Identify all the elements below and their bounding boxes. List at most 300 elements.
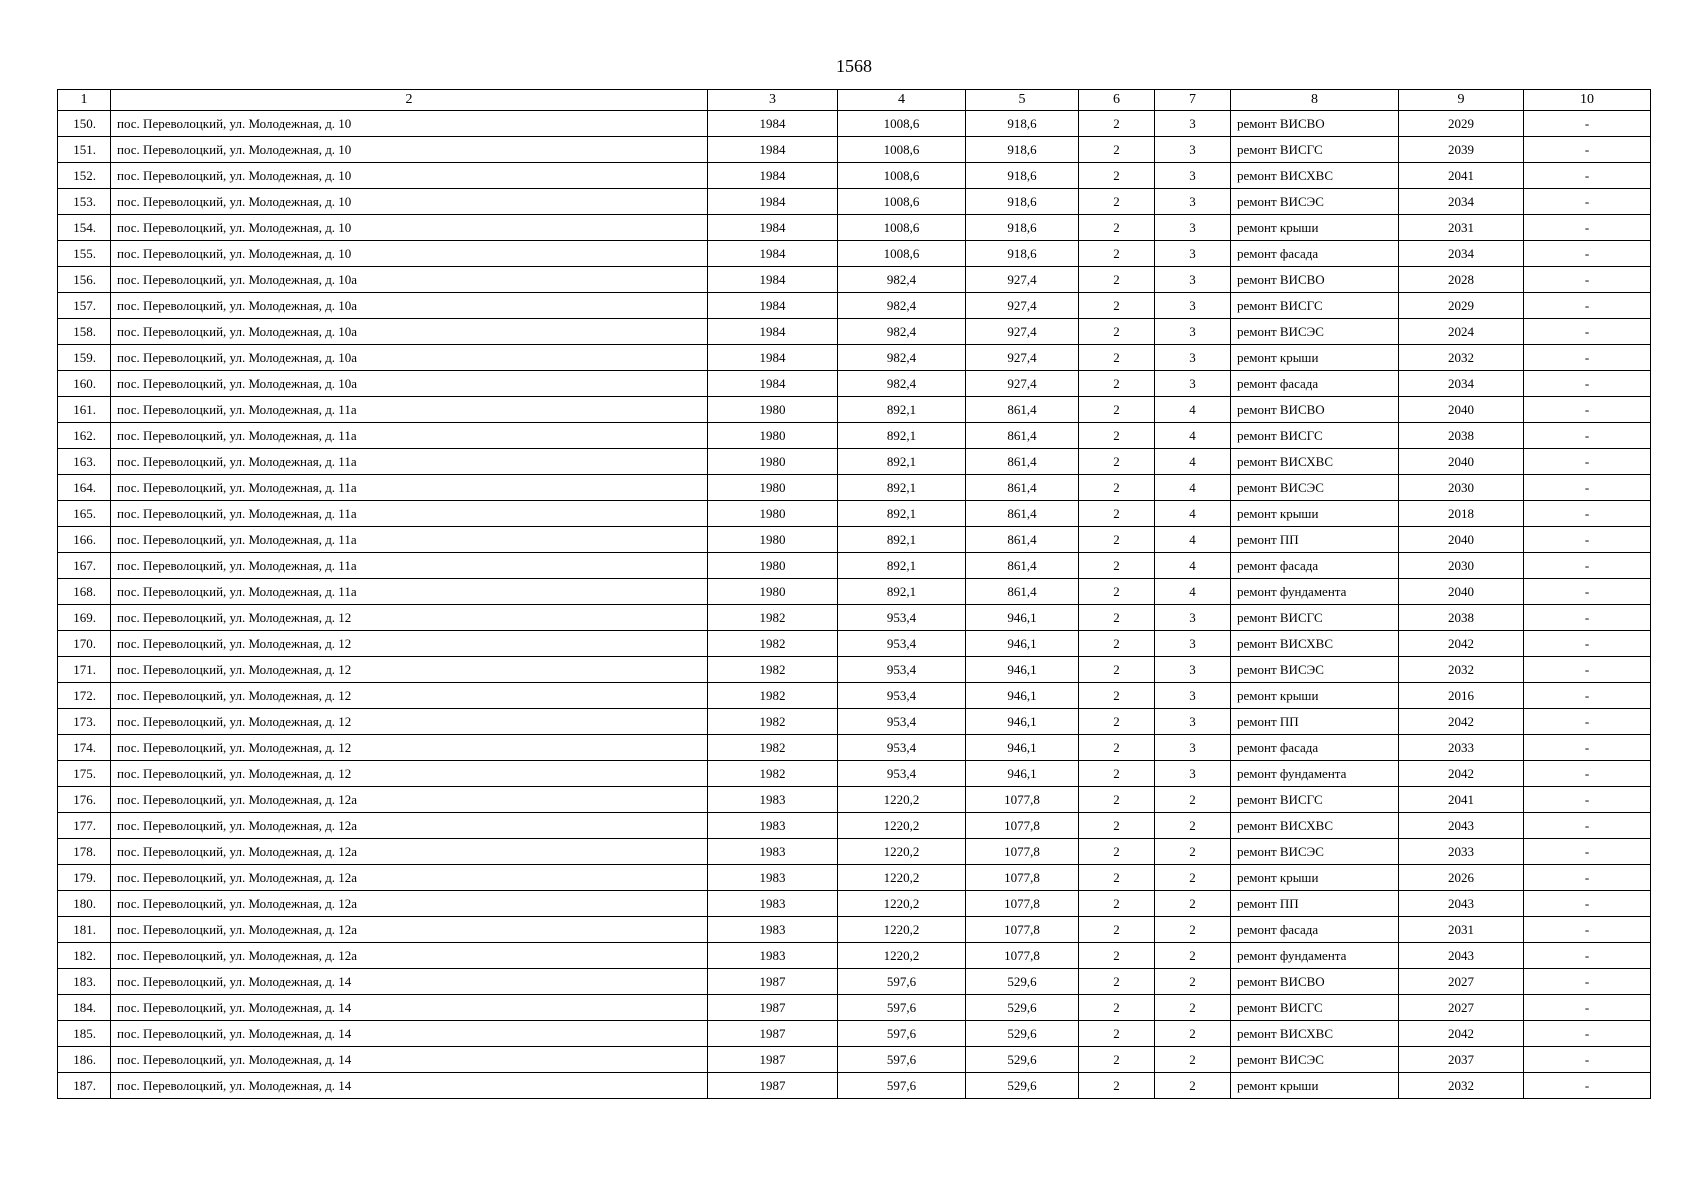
table-row (58, 683, 1651, 709)
table-row (58, 813, 1651, 839)
work-type-cell: ремонт фундамента (1231, 761, 1399, 787)
col-7-cell: 3 (1155, 709, 1231, 735)
col-6-cell: 2 (1079, 215, 1155, 241)
note-cell: - (1524, 293, 1651, 319)
total-area-cell: 892,1 (838, 449, 966, 475)
col-6-cell: 2 (1079, 267, 1155, 293)
col-7-cell: 3 (1155, 345, 1231, 371)
col-7-cell: 3 (1155, 137, 1231, 163)
work-type-cell: ремонт ВИСВО (1231, 267, 1399, 293)
planned-year-cell: 2043 (1399, 943, 1524, 969)
row-number-cell: 159. (58, 345, 111, 371)
address-cell: пос. Переволоцкий, ул. Молодежная, д. 12 (111, 683, 708, 709)
col-header-3: 3 (708, 90, 838, 111)
col-6-cell: 2 (1079, 891, 1155, 917)
table-row (58, 969, 1651, 995)
total-area-cell: 1008,6 (838, 163, 966, 189)
col-7-cell: 3 (1155, 163, 1231, 189)
residential-area-cell: 529,6 (966, 1047, 1079, 1073)
residential-area-cell: 927,4 (966, 267, 1079, 293)
note-cell: - (1524, 735, 1651, 761)
planned-year-cell: 2042 (1399, 631, 1524, 657)
col-7-cell: 4 (1155, 397, 1231, 423)
col-7-cell: 4 (1155, 527, 1231, 553)
col-6-cell: 2 (1079, 579, 1155, 605)
planned-year-cell: 2042 (1399, 709, 1524, 735)
row-number-cell: 162. (58, 423, 111, 449)
table-row (58, 111, 1651, 137)
year-built-cell: 1987 (708, 1021, 838, 1047)
work-type-cell: ремонт крыши (1231, 345, 1399, 371)
note-cell: - (1524, 917, 1651, 943)
year-built-cell: 1983 (708, 813, 838, 839)
year-built-cell: 1980 (708, 501, 838, 527)
total-area-cell: 892,1 (838, 475, 966, 501)
col-7-cell: 3 (1155, 319, 1231, 345)
year-built-cell: 1984 (708, 319, 838, 345)
table-row (58, 1021, 1651, 1047)
col-7-cell: 3 (1155, 761, 1231, 787)
col-6-cell: 2 (1079, 761, 1155, 787)
col-6-cell: 2 (1079, 787, 1155, 813)
total-area-cell: 892,1 (838, 527, 966, 553)
col-header-8: 8 (1231, 90, 1399, 111)
col-7-cell: 3 (1155, 605, 1231, 631)
residential-area-cell: 918,6 (966, 241, 1079, 267)
residential-area-cell: 861,4 (966, 579, 1079, 605)
col-6-cell: 2 (1079, 917, 1155, 943)
work-type-cell: ремонт крыши (1231, 215, 1399, 241)
col-6-cell: 2 (1079, 605, 1155, 631)
planned-year-cell: 2040 (1399, 397, 1524, 423)
planned-year-cell: 2030 (1399, 475, 1524, 501)
residential-area-cell: 918,6 (966, 137, 1079, 163)
address-cell: пос. Переволоцкий, ул. Молодежная, д. 12а (111, 865, 708, 891)
work-type-cell: ремонт ВИСГС (1231, 605, 1399, 631)
address-cell: пос. Переволоцкий, ул. Молодежная, д. 12а (111, 787, 708, 813)
col-6-cell: 2 (1079, 995, 1155, 1021)
work-type-cell: ремонт ВИСХВС (1231, 1021, 1399, 1047)
work-type-cell: ремонт ВИСХВС (1231, 813, 1399, 839)
year-built-cell: 1983 (708, 839, 838, 865)
address-cell: пос. Переволоцкий, ул. Молодежная, д. 12 (111, 657, 708, 683)
row-number-cell: 182. (58, 943, 111, 969)
work-type-cell: ремонт ВИСГС (1231, 293, 1399, 319)
table-row (58, 735, 1651, 761)
address-cell: пос. Переволоцкий, ул. Молодежная, д. 10 (111, 137, 708, 163)
work-type-cell: ремонт ВИСЭС (1231, 839, 1399, 865)
table-row (58, 787, 1651, 813)
col-7-cell: 2 (1155, 995, 1231, 1021)
planned-year-cell: 2031 (1399, 917, 1524, 943)
row-number-cell: 174. (58, 735, 111, 761)
note-cell: - (1524, 787, 1651, 813)
table-row (58, 475, 1651, 501)
note-cell: - (1524, 215, 1651, 241)
table-row (58, 1047, 1651, 1073)
planned-year-cell: 2040 (1399, 579, 1524, 605)
note-cell: - (1524, 1047, 1651, 1073)
address-cell: пос. Переволоцкий, ул. Молодежная, д. 10 (111, 111, 708, 137)
work-type-cell: ремонт фундамента (1231, 943, 1399, 969)
table-body (58, 111, 1651, 1099)
year-built-cell: 1982 (708, 657, 838, 683)
planned-year-cell: 2026 (1399, 865, 1524, 891)
residential-area-cell: 1077,8 (966, 865, 1079, 891)
note-cell: - (1524, 553, 1651, 579)
table-row (58, 293, 1651, 319)
row-number-cell: 177. (58, 813, 111, 839)
col-6-cell: 2 (1079, 397, 1155, 423)
address-cell: пос. Переволоцкий, ул. Молодежная, д. 14 (111, 969, 708, 995)
table-row (58, 943, 1651, 969)
year-built-cell: 1983 (708, 943, 838, 969)
total-area-cell: 982,4 (838, 345, 966, 371)
residential-area-cell: 1077,8 (966, 813, 1079, 839)
residential-area-cell: 861,4 (966, 501, 1079, 527)
address-cell: пос. Переволоцкий, ул. Молодежная, д. 14 (111, 1047, 708, 1073)
note-cell: - (1524, 657, 1651, 683)
address-cell: пос. Переволоцкий, ул. Молодежная, д. 10а (111, 345, 708, 371)
note-cell: - (1524, 319, 1651, 345)
col-7-cell: 3 (1155, 735, 1231, 761)
note-cell: - (1524, 423, 1651, 449)
row-number-cell: 154. (58, 215, 111, 241)
planned-year-cell: 2038 (1399, 605, 1524, 631)
address-cell: пос. Переволоцкий, ул. Молодежная, д. 10а (111, 371, 708, 397)
table-row (58, 163, 1651, 189)
note-cell: - (1524, 371, 1651, 397)
col-7-cell: 3 (1155, 293, 1231, 319)
year-built-cell: 1984 (708, 293, 838, 319)
col-6-cell: 2 (1079, 1021, 1155, 1047)
note-cell: - (1524, 605, 1651, 631)
year-built-cell: 1980 (708, 553, 838, 579)
col-6-cell: 2 (1079, 1073, 1155, 1099)
total-area-cell: 982,4 (838, 371, 966, 397)
row-number-cell: 165. (58, 501, 111, 527)
work-type-cell: ремонт ВИСЭС (1231, 1047, 1399, 1073)
planned-year-cell: 2018 (1399, 501, 1524, 527)
table-row (58, 189, 1651, 215)
total-area-cell: 1008,6 (838, 189, 966, 215)
row-number-cell: 150. (58, 111, 111, 137)
note-cell: - (1524, 891, 1651, 917)
work-type-cell: ремонт ВИСЭС (1231, 475, 1399, 501)
total-area-cell: 982,4 (838, 267, 966, 293)
residential-area-cell: 1077,8 (966, 891, 1079, 917)
table-row (58, 709, 1651, 735)
col-7-cell: 2 (1155, 787, 1231, 813)
work-type-cell: ремонт ВИСХВС (1231, 449, 1399, 475)
total-area-cell: 892,1 (838, 423, 966, 449)
address-cell: пос. Переволоцкий, ул. Молодежная, д. 12 (111, 735, 708, 761)
residential-area-cell: 927,4 (966, 319, 1079, 345)
planned-year-cell: 2043 (1399, 891, 1524, 917)
col-6-cell: 2 (1079, 137, 1155, 163)
table-row (58, 137, 1651, 163)
planned-year-cell: 2016 (1399, 683, 1524, 709)
col-6-cell: 2 (1079, 657, 1155, 683)
year-built-cell: 1983 (708, 787, 838, 813)
col-header-9: 9 (1399, 90, 1524, 111)
col-7-cell: 3 (1155, 241, 1231, 267)
col-7-cell: 2 (1155, 969, 1231, 995)
address-cell: пос. Переволоцкий, ул. Молодежная, д. 10а (111, 293, 708, 319)
work-type-cell: ремонт ВИСГС (1231, 995, 1399, 1021)
year-built-cell: 1983 (708, 917, 838, 943)
address-cell: пос. Переволоцкий, ул. Молодежная, д. 11а (111, 501, 708, 527)
planned-year-cell: 2028 (1399, 267, 1524, 293)
address-cell: пос. Переволоцкий, ул. Молодежная, д. 11а (111, 475, 708, 501)
residential-area-cell: 1077,8 (966, 839, 1079, 865)
col-6-cell: 2 (1079, 163, 1155, 189)
total-area-cell: 1220,2 (838, 839, 966, 865)
table-row (58, 345, 1651, 371)
planned-year-cell: 2027 (1399, 969, 1524, 995)
address-cell: пос. Переволоцкий, ул. Молодежная, д. 12 (111, 605, 708, 631)
address-cell: пос. Переволоцкий, ул. Молодежная, д. 12 (111, 709, 708, 735)
row-number-cell: 168. (58, 579, 111, 605)
total-area-cell: 1220,2 (838, 891, 966, 917)
col-7-cell: 3 (1155, 267, 1231, 293)
total-area-cell: 1220,2 (838, 917, 966, 943)
col-7-cell: 3 (1155, 111, 1231, 137)
total-area-cell: 953,4 (838, 631, 966, 657)
note-cell: - (1524, 397, 1651, 423)
note-cell: - (1524, 839, 1651, 865)
work-type-cell: ремонт крыши (1231, 501, 1399, 527)
work-type-cell: ремонт крыши (1231, 683, 1399, 709)
col-6-cell: 2 (1079, 683, 1155, 709)
table-row (58, 397, 1651, 423)
work-type-cell: ремонт ВИСВО (1231, 969, 1399, 995)
address-cell: пос. Переволоцкий, ул. Молодежная, д. 12а (111, 943, 708, 969)
col-6-cell: 2 (1079, 553, 1155, 579)
note-cell: - (1524, 1073, 1651, 1099)
col-6-cell: 2 (1079, 631, 1155, 657)
table-row (58, 319, 1651, 345)
note-cell: - (1524, 449, 1651, 475)
year-built-cell: 1987 (708, 1047, 838, 1073)
work-type-cell: ремонт ПП (1231, 891, 1399, 917)
table-row (58, 553, 1651, 579)
col-7-cell: 2 (1155, 865, 1231, 891)
col-7-cell: 3 (1155, 215, 1231, 241)
col-7-cell: 4 (1155, 475, 1231, 501)
planned-year-cell: 2033 (1399, 839, 1524, 865)
work-type-cell: ремонт ВИСХВС (1231, 163, 1399, 189)
planned-year-cell: 2034 (1399, 189, 1524, 215)
year-built-cell: 1984 (708, 111, 838, 137)
note-cell: - (1524, 995, 1651, 1021)
col-header-5: 5 (966, 90, 1079, 111)
col-header-10: 10 (1524, 90, 1651, 111)
address-cell: пос. Переволоцкий, ул. Молодежная, д. 12 (111, 761, 708, 787)
note-cell: - (1524, 969, 1651, 995)
address-cell: пос. Переволоцкий, ул. Молодежная, д. 14 (111, 995, 708, 1021)
year-built-cell: 1980 (708, 397, 838, 423)
residential-area-cell: 1077,8 (966, 787, 1079, 813)
work-type-cell: ремонт крыши (1231, 865, 1399, 891)
year-built-cell: 1984 (708, 267, 838, 293)
total-area-cell: 953,4 (838, 657, 966, 683)
col-7-cell: 2 (1155, 917, 1231, 943)
col-6-cell: 2 (1079, 735, 1155, 761)
table-row (58, 501, 1651, 527)
total-area-cell: 953,4 (838, 761, 966, 787)
row-number-cell: 153. (58, 189, 111, 215)
planned-year-cell: 2042 (1399, 761, 1524, 787)
table-row (58, 1073, 1651, 1099)
col-6-cell: 2 (1079, 501, 1155, 527)
work-type-cell: ремонт ПП (1231, 709, 1399, 735)
total-area-cell: 892,1 (838, 553, 966, 579)
row-number-cell: 185. (58, 1021, 111, 1047)
col-header-7: 7 (1155, 90, 1231, 111)
total-area-cell: 953,4 (838, 709, 966, 735)
residential-area-cell: 927,4 (966, 371, 1079, 397)
work-type-cell: ремонт ВИСЭС (1231, 319, 1399, 345)
address-cell: пос. Переволоцкий, ул. Молодежная, д. 10а (111, 267, 708, 293)
row-number-cell: 176. (58, 787, 111, 813)
planned-year-cell: 2039 (1399, 137, 1524, 163)
total-area-cell: 892,1 (838, 397, 966, 423)
year-built-cell: 1984 (708, 137, 838, 163)
address-cell: пос. Переволоцкий, ул. Молодежная, д. 12а (111, 839, 708, 865)
col-7-cell: 2 (1155, 943, 1231, 969)
row-number-cell: 166. (58, 527, 111, 553)
row-number-cell: 171. (58, 657, 111, 683)
note-cell: - (1524, 579, 1651, 605)
year-built-cell: 1980 (708, 423, 838, 449)
address-cell: пос. Переволоцкий, ул. Молодежная, д. 12а (111, 891, 708, 917)
col-6-cell: 2 (1079, 969, 1155, 995)
planned-year-cell: 2032 (1399, 345, 1524, 371)
address-cell: пос. Переволоцкий, ул. Молодежная, д. 11а (111, 579, 708, 605)
residential-area-cell: 927,4 (966, 293, 1079, 319)
residential-area-cell: 918,6 (966, 215, 1079, 241)
table-row (58, 839, 1651, 865)
note-cell: - (1524, 813, 1651, 839)
row-number-cell: 170. (58, 631, 111, 657)
col-6-cell: 2 (1079, 371, 1155, 397)
col-7-cell: 4 (1155, 423, 1231, 449)
col-7-cell: 3 (1155, 371, 1231, 397)
col-7-cell: 3 (1155, 683, 1231, 709)
table-row (58, 449, 1651, 475)
total-area-cell: 953,4 (838, 735, 966, 761)
table-row (58, 215, 1651, 241)
note-cell: - (1524, 683, 1651, 709)
total-area-cell: 953,4 (838, 683, 966, 709)
note-cell: - (1524, 111, 1651, 137)
address-cell: пос. Переволоцкий, ул. Молодежная, д. 12а (111, 813, 708, 839)
col-6-cell: 2 (1079, 865, 1155, 891)
note-cell: - (1524, 137, 1651, 163)
planned-year-cell: 2027 (1399, 995, 1524, 1021)
year-built-cell: 1982 (708, 709, 838, 735)
residential-area-cell: 946,1 (966, 657, 1079, 683)
planned-year-cell: 2024 (1399, 319, 1524, 345)
row-number-cell: 151. (58, 137, 111, 163)
work-type-cell: ремонт ВИСГС (1231, 787, 1399, 813)
work-type-cell: ремонт фасада (1231, 371, 1399, 397)
year-built-cell: 1984 (708, 371, 838, 397)
total-area-cell: 1008,6 (838, 137, 966, 163)
planned-year-cell: 2038 (1399, 423, 1524, 449)
residential-area-cell: 946,1 (966, 605, 1079, 631)
col-6-cell: 2 (1079, 423, 1155, 449)
col-6-cell: 2 (1079, 345, 1155, 371)
col-6-cell: 2 (1079, 943, 1155, 969)
address-cell: пос. Переволоцкий, ул. Молодежная, д. 10 (111, 215, 708, 241)
total-area-cell: 1220,2 (838, 813, 966, 839)
residential-area-cell: 1077,8 (966, 917, 1079, 943)
address-cell: пос. Переволоцкий, ул. Молодежная, д. 14 (111, 1021, 708, 1047)
residential-area-cell: 529,6 (966, 1073, 1079, 1099)
note-cell: - (1524, 267, 1651, 293)
total-area-cell: 597,6 (838, 1073, 966, 1099)
planned-year-cell: 2040 (1399, 449, 1524, 475)
row-number-cell: 163. (58, 449, 111, 475)
col-7-cell: 3 (1155, 657, 1231, 683)
row-number-cell: 157. (58, 293, 111, 319)
row-number-cell: 183. (58, 969, 111, 995)
table-row (58, 423, 1651, 449)
work-type-cell: ремонт фасада (1231, 241, 1399, 267)
table-row (58, 995, 1651, 1021)
total-area-cell: 892,1 (838, 501, 966, 527)
address-cell: пос. Переволоцкий, ул. Молодежная, д. 10а (111, 319, 708, 345)
residential-area-cell: 529,6 (966, 1021, 1079, 1047)
col-6-cell: 2 (1079, 241, 1155, 267)
row-number-cell: 164. (58, 475, 111, 501)
work-type-cell: ремонт фасада (1231, 553, 1399, 579)
residential-area-cell: 1077,8 (966, 943, 1079, 969)
note-cell: - (1524, 475, 1651, 501)
col-6-cell: 2 (1079, 839, 1155, 865)
col-6-cell: 2 (1079, 319, 1155, 345)
col-7-cell: 2 (1155, 891, 1231, 917)
page-number: 1568 (836, 56, 872, 76)
note-cell: - (1524, 189, 1651, 215)
total-area-cell: 982,4 (838, 319, 966, 345)
total-area-cell: 892,1 (838, 579, 966, 605)
residential-area-cell: 946,1 (966, 631, 1079, 657)
residential-area-cell: 946,1 (966, 709, 1079, 735)
row-number-cell: 155. (58, 241, 111, 267)
row-number-cell: 184. (58, 995, 111, 1021)
year-built-cell: 1982 (708, 631, 838, 657)
year-built-cell: 1984 (708, 345, 838, 371)
total-area-cell: 982,4 (838, 293, 966, 319)
total-area-cell: 597,6 (838, 995, 966, 1021)
col-header-2: 2 (111, 90, 708, 111)
address-cell: пос. Переволоцкий, ул. Молодежная, д. 11а (111, 397, 708, 423)
row-number-cell: 160. (58, 371, 111, 397)
planned-year-cell: 2040 (1399, 527, 1524, 553)
year-built-cell: 1987 (708, 995, 838, 1021)
planned-year-cell: 2041 (1399, 163, 1524, 189)
note-cell: - (1524, 631, 1651, 657)
planned-year-cell: 2043 (1399, 813, 1524, 839)
residential-area-cell: 861,4 (966, 527, 1079, 553)
row-number-cell: 156. (58, 267, 111, 293)
work-type-cell: ремонт ВИСГС (1231, 137, 1399, 163)
planned-year-cell: 2034 (1399, 371, 1524, 397)
header-row (58, 90, 1651, 111)
